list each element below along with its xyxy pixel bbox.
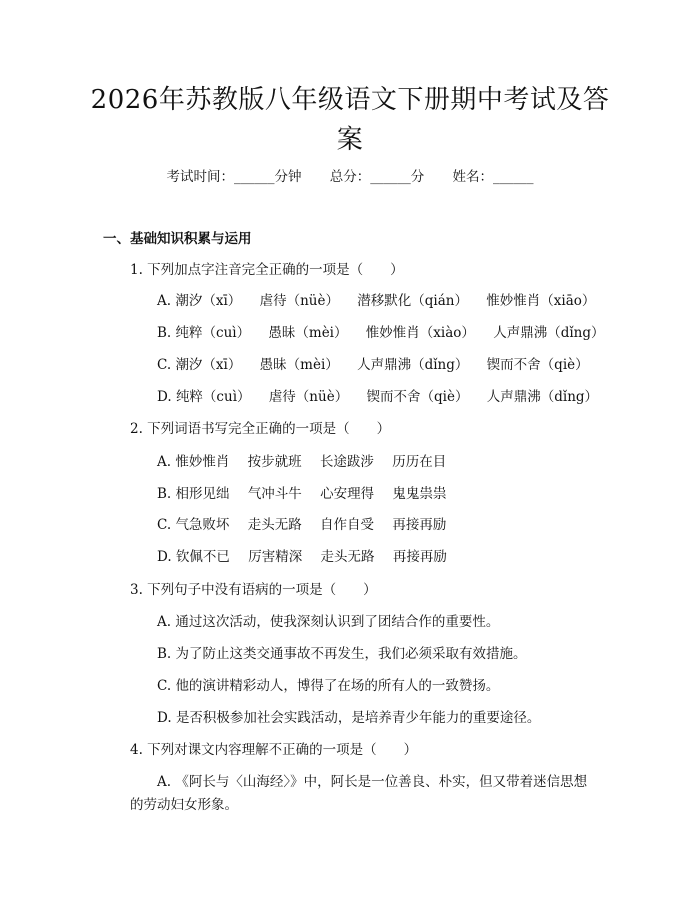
question-2-option-b: [157, 484, 460, 504]
option-word: 惟妙惟肖: [175, 454, 230, 470]
option-word: 气急败坏: [175, 517, 230, 533]
total-score-field: 总分：______分: [329, 169, 425, 185]
question-4-option-a: A. 《阿长与〈山海经〉》中，阿长是一位善良、朴实，但又带着迷信思想的劳动妇女形象。: [130, 774, 588, 813]
option-letter: B.: [157, 486, 172, 502]
option-letter: B.: [157, 325, 172, 341]
option-word: 纯粹（cuì）: [175, 325, 251, 341]
option-word: 潮汐（xī）: [175, 293, 242, 309]
question-2-stem: 2. 下列词语书写完全正确的一项是（ ）: [130, 421, 391, 437]
option-word: 惟妙惟肖（xiāo）: [486, 293, 596, 309]
question-1-option-c: [157, 355, 603, 375]
option-word: 走头无路: [320, 549, 375, 565]
option-word: 愚昧（mèi）: [259, 357, 339, 373]
option-letter: C.: [157, 517, 172, 533]
question-3-stem: 3. 下列句子中没有语病的一项是（ ）: [130, 582, 377, 598]
question-4-stem: 4. 下列对课文内容理解不正确的一项是（ ）: [130, 742, 418, 758]
question-2-option-a: [157, 452, 460, 472]
section-heading: 一、基础知识积累与运用: [103, 231, 252, 247]
question-3-option-c: [157, 676, 499, 696]
option-letter: A.: [157, 454, 172, 470]
option-word: 愚昧（mèi）: [268, 325, 348, 341]
question-1-option-a: [157, 291, 609, 311]
question-1-option-b: [157, 323, 619, 343]
question-1-stem: 1. 下列加点字注音完全正确的一项是（ ）: [130, 262, 404, 278]
option-word: 纯粹（cuì）: [175, 389, 251, 405]
option-sentence: 是否积极参加社会实践活动，是培养青少年能力的重要途径。: [175, 710, 541, 726]
option-sentence: 他的演讲精彩动人，博得了在场的所有人的一致赞扬。: [175, 678, 500, 694]
option-word: 走头无路: [247, 517, 302, 533]
option-word: 虐待（nüè）: [268, 389, 349, 405]
option-word: 相形见绌: [175, 486, 230, 502]
option-word: 潮汐（xī）: [175, 357, 242, 373]
option-word: 潜移默化（qián）: [357, 293, 468, 309]
option-word: 气冲斗牛: [247, 486, 302, 502]
question-3-option-d: [157, 708, 540, 728]
option-letter: D.: [157, 549, 172, 565]
option-word: 鬼鬼祟祟: [392, 486, 447, 502]
question-2-option-d: [157, 547, 461, 567]
option-letter: C.: [157, 357, 172, 373]
option-letter: D.: [157, 710, 172, 726]
option-letter: C.: [157, 678, 172, 694]
option-word: 厉害精深: [248, 549, 303, 565]
option-word: 虐待（nüè）: [259, 293, 339, 309]
option-word: 钦佩不已: [175, 549, 230, 565]
option-letter: A.: [157, 293, 172, 309]
option-word: 锲而不舍（qiè）: [366, 389, 469, 405]
question-3-option-b: [157, 644, 527, 664]
option-letter: D.: [157, 389, 172, 405]
student-name-field: 姓名：______: [452, 169, 534, 185]
option-word: 心安理得: [320, 486, 375, 502]
option-word: 长途跋涉: [319, 454, 374, 470]
option-letter: A.: [157, 614, 172, 630]
question-1-option-d: [157, 387, 612, 407]
exam-meta: [0, 167, 700, 187]
exam-time-field: 考试时间：______分钟: [166, 169, 302, 185]
question-3-option-a: [157, 612, 499, 632]
option-word: 自作自受: [320, 517, 375, 533]
option-letter: B.: [157, 646, 172, 662]
option-word: 按步就班: [247, 454, 302, 470]
option-sentence: 为了防止这类交通事故不再发生，我们必须采取有效措施。: [175, 646, 527, 662]
option-word: 人声鼎沸（dǐng）: [493, 325, 605, 341]
option-word: 再接再励: [392, 549, 447, 565]
page-title: 2026年苏教版八年级语文下册期中考试及答案: [90, 85, 610, 155]
option-sentence: 通过这次活动，使我深刻认识到了团结合作的重要性。: [175, 614, 500, 630]
option-word: 历历在目: [392, 454, 447, 470]
option-word: 人声鼎沸（dǐng）: [357, 357, 469, 373]
option-word: 锲而不舍（qiè）: [486, 357, 589, 373]
option-word: 再接再励: [392, 517, 447, 533]
option-word: 惟妙惟肖（xiào）: [365, 325, 475, 341]
question-2-option-c: [157, 515, 460, 535]
option-word: 人声鼎沸（dǐng）: [486, 389, 599, 405]
